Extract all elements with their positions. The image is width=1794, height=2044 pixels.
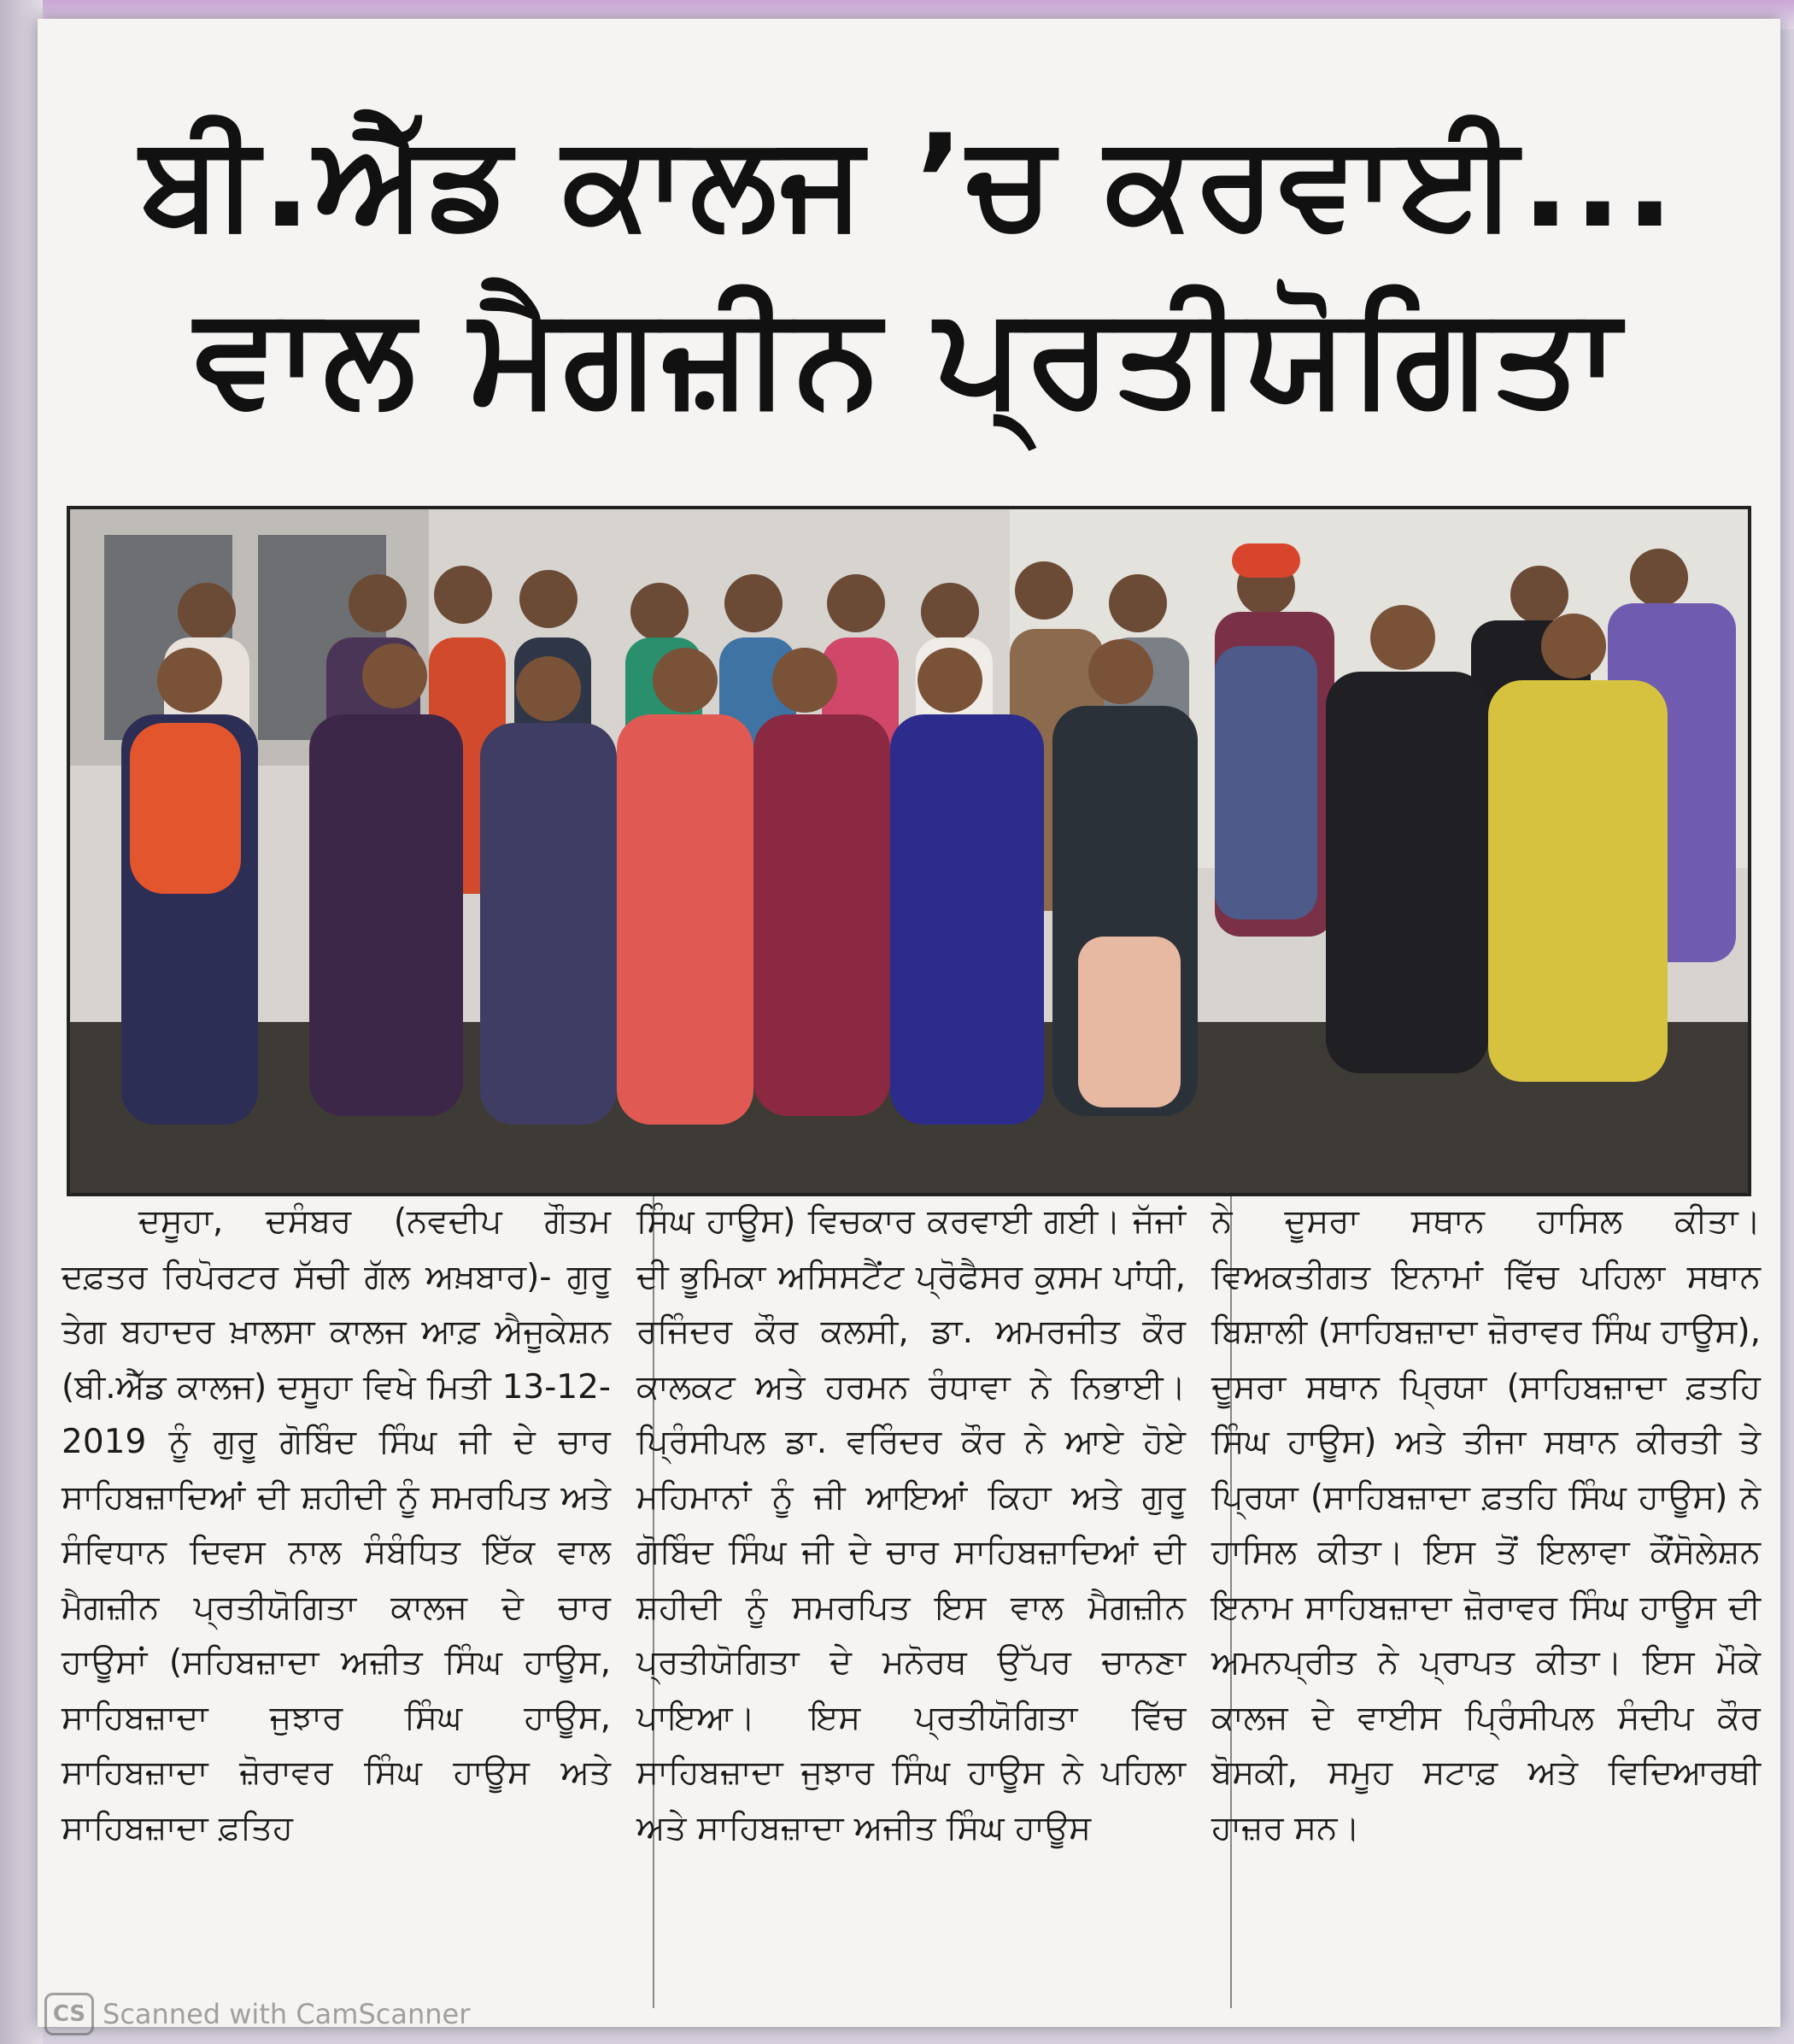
article-column-3 <box>1211 1195 1761 2015</box>
group-photo <box>67 506 1751 1196</box>
article-body <box>62 1195 1762 2015</box>
article-paragraph: ਦਸੂਹਾ, ਦਸੰਬਰ (ਨਵਦੀਪ ਗੌਤਮ ਦਫ਼ਤਰ ਰਿਪੋਰਟਰ ਸੱਚੀ ਗੱਲ ਅਖ਼ਬਾਰ)- ਗੁਰੂ ਤੇਗ ਬਹਾਦਰ ਖ਼ਾਲਸਾ ਕਾਲਜ ਆਫ਼ ਐਜੂਕੇਸ਼ਨ (ਬੀ.ਐੱਡ ਕਾਲਜ) ਦਸੂਹਾ ਵਿਖੇ ਮਿਤੀ 13-12- 2019 ਨੂੰ ਗੁਰੂ ਗੋਬਿੰਦ ਸਿੰਘ ਜੀ ਦੇ ਚਾਰ ਸਾਹਿਬਜ਼ਾਦਿਆਂ ਦੀ ਸ਼ਹੀਦੀ ਨੂੰ ਸਮਰਪਿਤ ਅਤੇ ਸੰਵਿਧਾਨ ਦਿਵਸ ਨਾਲ ਸੰਬੰਧਿਤ ਇੱਕ ਵਾਲ ਮੈਗਜ਼ੀਨ ਪ੍ਰਤੀਯੋਗਿਤਾ ਕਾਲਜ ਦੇ ਚਾਰ ਹਾਊਸਾਂ (ਸਹਿਬਜ਼ਾਦਾ ਅਜ਼ੀਤ ਸਿੰਘ ਹਾਊਸ, ਸਾਹਿਬਜ਼ਾਦਾ ਜੁਝਾਰ ਸਿੰਘ ਹਾਊਸ, ਸਾਹਿਬਜ਼ਾਦਾ ਜ਼ੋਰਾਵਰ ਸਿੰਘ ਹਾਊਸ ਅਤੇ ਸਾਹਿਬਜ਼ਾਦਾ ਫ਼ਤਿਹ <box>62 1202 611 1847</box>
headline-line-2: ਵਾਲ ਮੈਗਜ਼ੀਨ ਪ੍ਰਤੀਯੋਗਿਤਾ <box>194 275 1624 435</box>
article-paragraph: ਨੇ ਦੂਸਰਾ ਸਥਾਨ ਹਾਸਿਲ ਕੀਤਾ। ਵਿਅਕਤੀਗਤ ਇਨਾਮਾਂ ਵਿੱਚ ਪਹਿਲਾ ਸਥਾਨ ਬਿਸ਼ਾਲੀ (ਸਾਹਿਬਜ਼ਾਦਾ ਜ਼ੋਰਾਵਰ ਸਿੰਘ ਹਾਊਸ), ਦੂਸਰਾ ਸਥਾਨ ਪ੍ਰਿਯਾ (ਸਾਹਿਬਜ਼ਾਦਾ ਫ਼ਤਹਿ ਸਿੰਘ ਹਾਊਸ) ਅਤੇ ਤੀਜਾ ਸਥਾਨ ਕੀਰਤੀ ਤੇ ਪ੍ਰਿਯਾ (ਸਾਹਿਬਜ਼ਾਦਾ ਫ਼ਤਹਿ ਸਿੰਘ ਹਾਊਸ) ਨੇ ਹਾਸਿਲ ਕੀਤਾ। ਇਸ ਤੋਂ ਇਲਾਵਾ ਕੌਂਸੋਲੇਸ਼ਨ ਇਨਾਮ ਸਾਹਿਬਜ਼ਾਦਾ ਜ਼ੋਰਾਵਰ ਸਿੰਘ ਹਾਊਸ ਦੀ ਅਮਨਪ੍ਰੀਤ ਨੇ ਪ੍ਰਾਪਤ ਕੀਤਾ। ਇਸ ਮੌਕੇ ਕਾਲਜ ਦੇ ਵਾਈਸ ਪ੍ਰਿੰਸੀਪਲ ਸੰਦੀਪ ਕੌਰ ਬੋਸਕੀ, ਸਮੂਹ ਸਟਾਫ਼ ਅਤੇ ਵਿਦਿਆਰਥੀ ਹਾਜ਼ਰ ਸਨ। <box>1211 1202 1761 1847</box>
scanner-watermark <box>44 1993 470 2035</box>
article-column-2 <box>636 1195 1186 2015</box>
headline <box>89 101 1729 441</box>
watermark-text: Scanned with CamScanner <box>103 1998 471 2030</box>
group-photo-illustration <box>70 509 1748 1193</box>
scan-edge-left <box>0 0 43 2044</box>
newspaper-clipping <box>38 19 1780 2027</box>
camscanner-logo-icon: CS <box>44 1993 94 2035</box>
article-column-1 <box>62 1195 611 2015</box>
headline-line-1: ਬੀ.ਐੱਡ ਕਾਲਜ ’ਚ ਕਰਵਾਈ... <box>140 108 1678 256</box>
article-paragraph: ਸਿੰਘ ਹਾਊਸ) ਵਿਚਕਾਰ ਕਰਵਾਈ ਗਈ। ਜੱਜਾਂ ਦੀ ਭੂਮਿਕਾ ਅਸਿਸਟੈਂਟ ਪ੍ਰੋਫੈਸਰ ਕੁਸਮ ਪਾਂਧੀ, ਰਜਿੰਦਰ ਕੌਰ ਕਲਸੀ, ਡਾ. ਅਮਰਜੀਤ ਕੌਰ ਕਾਲਕਟ ਅਤੇ ਹਰਮਨ ਰੰਧਾਵਾ ਨੇ ਨਿਭਾਈ। ਪ੍ਰਿੰਸੀਪਲ ਡਾ. ਵਰਿੰਦਰ ਕੌਰ ਨੇ ਆਏ ਹੋਏ ਮਹਿਮਾਨਾਂ ਨੂੰ ਜੀ ਆਇਆਂ ਕਿਹਾ ਅਤੇ ਗੁਰੂ ਗੋਬਿੰਦ ਸਿੰਘ ਜੀ ਦੇ ਚਾਰ ਸਾਹਿਬਜ਼ਾਦਿਆਂ ਦੀ ਸ਼ਹੀਦੀ ਨੂੰ ਸਮਰਪਿਤ ਇਸ ਵਾਲ ਮੈਗਜ਼ੀਨ ਪ੍ਰਤੀਯੋਗਿਤਾ ਦੇ ਮਨੋਰਥ ਉੱਪਰ ਚਾਨਣਾ ਪਾਇਆ। ਇਸ ਪ੍ਰਤੀਯੋਗਿਤਾ ਵਿੱਚ ਸਾਹਿਬਜ਼ਾਦਾ ਜੁਝਾਰ ਸਿੰਘ ਹਾਊਸ ਨੇ ਪਹਿਲਾ ਅਤੇ ਸਾਹਿਬਜ਼ਾਦਾ ਅਜੀਤ ਸਿੰਘ ਹਾਊਸ <box>636 1202 1186 1847</box>
